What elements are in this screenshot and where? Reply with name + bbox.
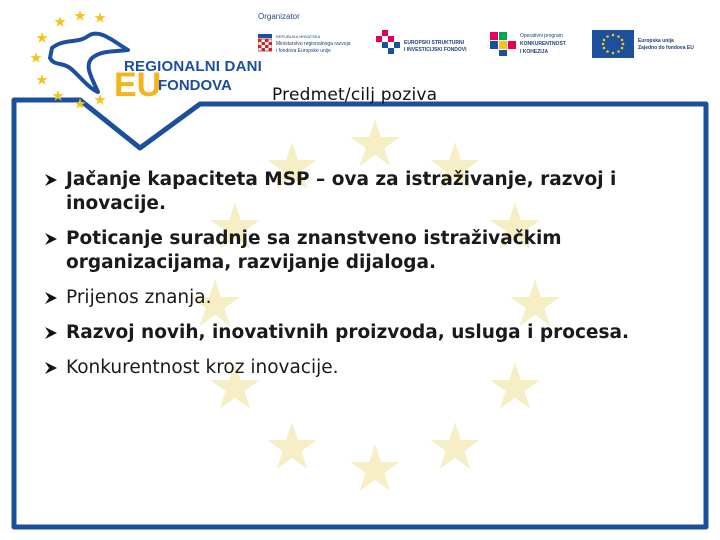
arrow-bullet-icon [43, 360, 59, 376]
ministry-line2: Ministarstvo regionalnoga razvoja [276, 41, 351, 47]
esi-line2: I INVESTICIJSKI FONDOVI [404, 47, 467, 53]
list-item [40, 168, 640, 216]
ministry-logo [258, 30, 368, 62]
arrow-bullet-icon [43, 325, 59, 341]
list-item [40, 286, 640, 310]
ministry-line1: REPUBLIKA HRVATSKA [276, 34, 321, 39]
list-item [40, 356, 640, 380]
esi-funds-icon [374, 30, 404, 56]
list-item [40, 227, 640, 275]
arrow-bullet-icon [43, 231, 59, 247]
croatian-coat-of-arms-icon [258, 34, 272, 54]
operational-program-logo [490, 30, 586, 62]
organizer-label: Organizator [258, 12, 300, 21]
logo-text-line2: FONDOVA [158, 77, 232, 94]
arrow-bullet-icon [43, 172, 59, 188]
bullet-text: Razvoj novih, inovativnih proizvoda, usluga i procesa. [66, 322, 630, 343]
bullet-text: Konkurentnost kroz inovacije. [66, 357, 339, 378]
slide-title: Predmet/cilj poziva [272, 85, 438, 105]
operational-program-icon [490, 32, 516, 56]
eu-flag-icon [592, 30, 634, 58]
op-line2: KONKURENTNOST [520, 41, 566, 47]
esi-funds-logo [374, 30, 484, 62]
bullet-list [40, 168, 640, 391]
op-line1: Operativni program [520, 33, 563, 39]
op-line3: I KOHEZIJA [520, 49, 549, 55]
esi-line1: EUROPSKI STRUKTURNI [404, 40, 465, 46]
eu-line1: Europska unija [638, 38, 674, 44]
eu-line2: Zajedno do fondova EU [638, 45, 694, 51]
eu-logo [592, 30, 704, 62]
bullet-text: Jačanje kapaciteta MSP – ova za istraživanje, razvoj i inovacije. [66, 169, 617, 214]
bullet-text: Poticanje suradnje sa znanstveno istraživačkim organizacijama, razvijanje dijaloga. [66, 228, 562, 273]
bullet-text: Prijenos znanja. [66, 287, 212, 308]
ministry-line3: i fondova Europske unije [276, 48, 331, 54]
event-logo [28, 8, 262, 118]
arrow-bullet-icon [43, 290, 59, 306]
logo-text-eu: EU [114, 66, 162, 104]
list-item [40, 321, 640, 345]
logo-text-line1: REGIONALNI DANI [124, 58, 262, 75]
